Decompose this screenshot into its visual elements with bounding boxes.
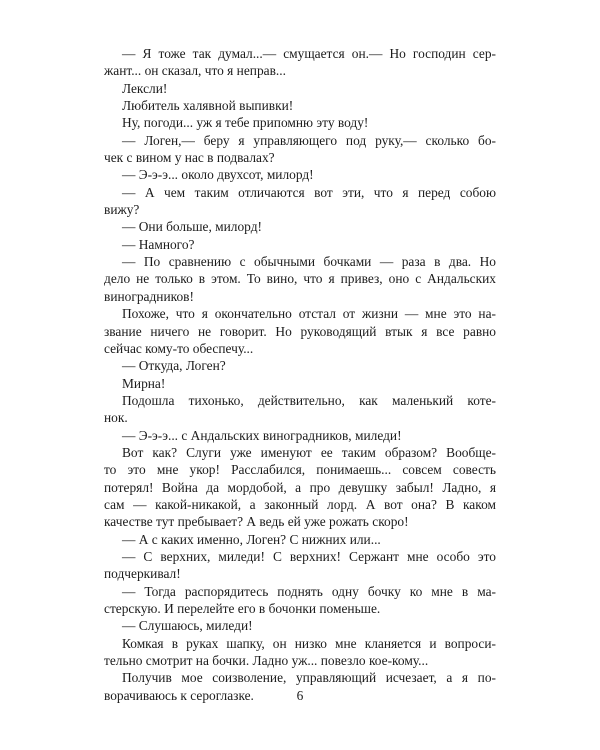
text-line: — Логен,— беру я управляющего под руку,— сколько бо- xyxy=(122,132,496,148)
text-line: Комкая в руках шапку, он низко мне кланяется и вопроси- xyxy=(122,635,496,651)
text-line: подчеркивал! xyxy=(104,566,181,582)
text-line: нок. xyxy=(104,410,128,426)
text-line: то это мне укор! Расслабился, понимаешь... совсем совесть xyxy=(104,462,496,478)
text-line: тельно смотрит на бочки. Ладно уж... повезло кое-кому... xyxy=(104,653,429,669)
text-line: — Я тоже так думал...— смущается он.— Но господин сер- xyxy=(122,46,496,61)
text-line: сейчас кому-то обеспечу... xyxy=(104,340,254,356)
text-line: сам — какой-никакой, а законный лорд. А вот она? В каком xyxy=(104,496,496,512)
text-line: — Откуда, Логен? xyxy=(122,358,226,374)
text-line: звание ничего не говорит. Но руководящий втык я все равно xyxy=(104,323,496,339)
text-line: — Э-э-э... около двухсот, милорд! xyxy=(122,167,314,183)
text-line: Ну, погоди... уж я тебе припомню эту воду! xyxy=(122,115,369,131)
text-line: Любитель халявной выпивки! xyxy=(122,98,294,114)
text-line: — С верхних, миледи! С верхних! Сержант мне особо это xyxy=(122,548,496,564)
text-line: — А с каких именно, Логен? С нижних или... xyxy=(122,531,381,547)
text-line: Лексли! xyxy=(122,80,168,96)
text-line: виноградников! xyxy=(104,288,194,304)
text-line: — Они больше, милорд! xyxy=(122,219,262,235)
text-line: — Э-э-э... с Андальских виноградников, миледи! xyxy=(122,427,402,443)
text-line: Похоже, что я окончательно отстал от жизни — мне это на- xyxy=(122,306,496,322)
text-line: Подошла тихонько, действительно, как маленький котe- xyxy=(122,392,496,408)
text-line: — Слушаюсь, миледи! xyxy=(122,618,253,634)
text-line: чек с вином у нас в подвалах? xyxy=(104,150,275,166)
text-line: дело не только в этом. То вино, что я привез, оно с Андальских xyxy=(104,271,496,287)
book-page-text xyxy=(104,45,496,704)
text-line: качестве тут пребывает? А ведь ей уже рожать скоро! xyxy=(104,514,409,530)
text-line: — А чем таким отличаются вот эти, что я перед собою xyxy=(122,184,496,200)
text-line: жант... он сказал, что я неправ... xyxy=(104,63,286,79)
text-line: ворачиваюсь к сероглазке. xyxy=(104,687,254,703)
text-line: — Тогда распорядитесь поднять одну бочку ко мне в ма- xyxy=(122,583,496,599)
text-line: Получив мое соизволение, управляющий исчезает, а я по- xyxy=(122,670,496,686)
text-line: потерял! Война да мордобой, а про девушку забыл! Ладно, я xyxy=(104,479,496,495)
text-line: вижу? xyxy=(104,202,140,218)
text-line: стерскую. И перелейте его в бочонки поменьше. xyxy=(104,601,381,616)
text-line: — Намного? xyxy=(122,236,195,252)
text-line: — По сравнению с обычными бочками — раза в два. Но xyxy=(122,254,496,270)
text-line: Мирна! xyxy=(122,375,166,391)
text-line: Вот как? Слуги уже именуют ее таким образом? Вообщe- xyxy=(122,444,496,460)
page-number: 6 xyxy=(296,688,304,703)
